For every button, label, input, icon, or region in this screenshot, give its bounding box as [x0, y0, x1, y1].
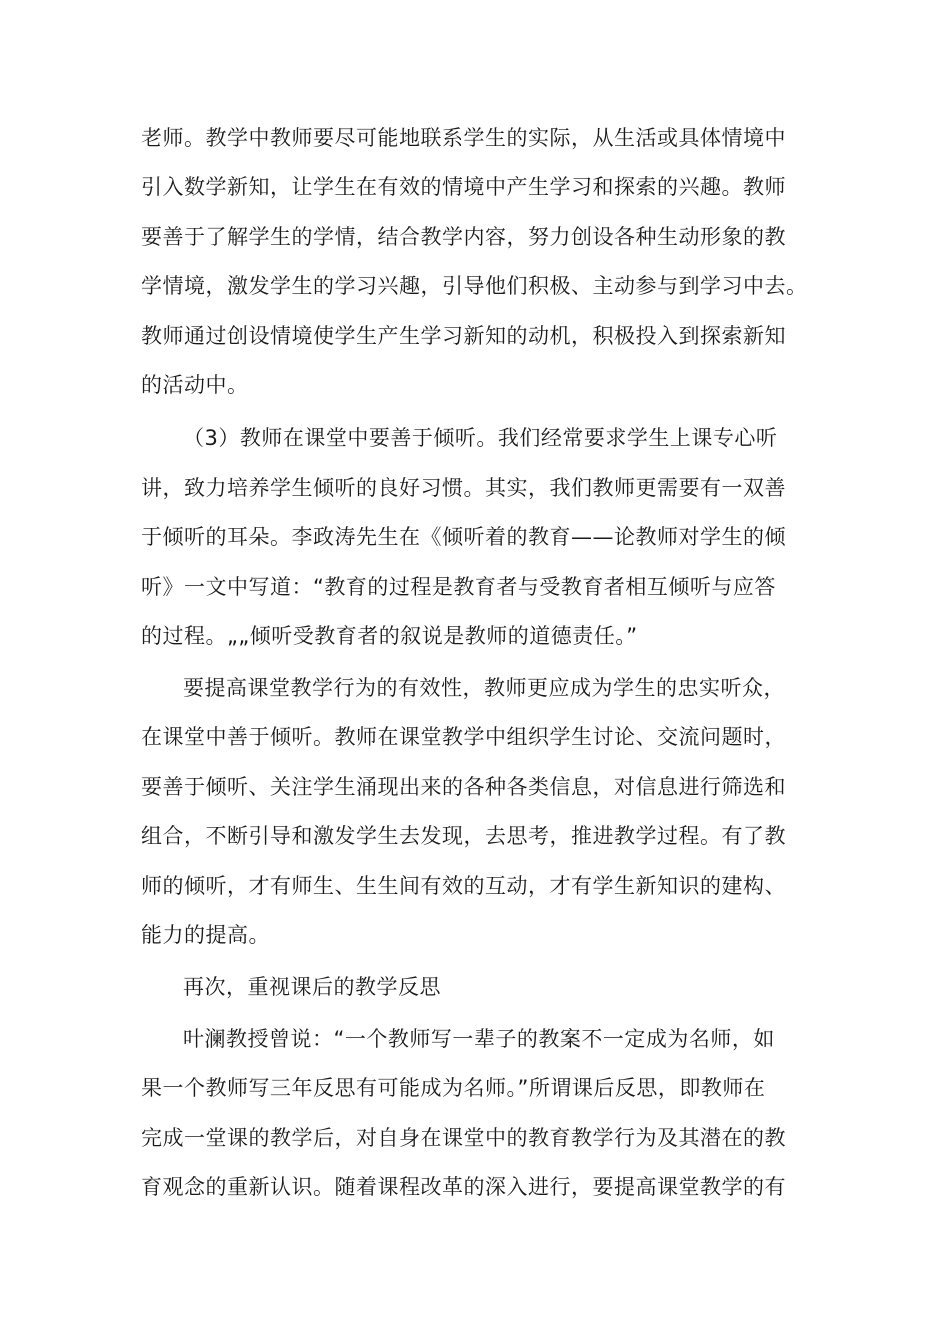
text-line: 的过程。„„倾听受教育者的叙说是教师的道德责任。” — [141, 624, 638, 648]
text-line: 组合，不断引导和激发学生去发现，去思考，推进教学过程。有了教 — [141, 824, 786, 848]
text-line: 要提高课堂教学行为的有效性，教师更应成为学生的忠实听众， — [183, 676, 785, 700]
text-line: （3）教师在课堂中要善于倾听。我们经常要求学生上课专心听 — [183, 426, 778, 450]
text-line: 讲，致力培养学生倾听的良好习惯。其实，我们教师更需要有一双善 — [141, 476, 786, 500]
text-line: 老师。教学中教师要尽可能地联系学生的实际，从生活或具体情境中 — [141, 126, 786, 150]
text-line: 教师通过创设情境使学生产生学习新知的动机，积极投入到探索新知 — [141, 324, 786, 348]
text-line: 果一个教师写三年反思有可能成为名师。”所谓课后反思，即教师在 — [141, 1076, 766, 1100]
text-line: 要善于了解学生的学情，结合教学内容，努力创设各种生动形象的教 — [141, 225, 786, 249]
text-line: 育观念的重新认识。随着课程改革的深入进行，要提高课堂教学的有 — [141, 1175, 786, 1199]
text-line: 的活动中。 — [141, 373, 249, 397]
text-line: 引入数学新知，让学生在有效的情境中产生学习和探索的兴趣。教师 — [141, 175, 786, 199]
text-line: 听》一文中写道：“教育的过程是教育者与受教育者相互倾听与应答 — [141, 575, 776, 599]
text-line: 要善于倾听、关注学生涌现出来的各种各类信息，对信息进行筛选和 — [141, 775, 786, 799]
text-line: 叶澜教授曾说：“一个教师写一辈子的教案不一定成为名师，如 — [183, 1027, 775, 1051]
text-line: 于倾听的耳朵。李政涛先生在《倾听着的教育——论教师对学生的倾 — [141, 525, 786, 549]
text-line: 完成一堂课的教学后，对自身在课堂中的教育教学行为及其潜在的教 — [141, 1126, 786, 1150]
section-heading: 再次，重视课后的教学反思 — [183, 975, 441, 999]
text-line: 师的倾听，才有师生、生生间有效的互动，才有学生新知识的建构、 — [141, 874, 786, 898]
text-line: 能力的提高。 — [141, 923, 270, 947]
text-line: 学情境，激发学生的学习兴趣，引导他们积极、主动参与到学习中去。 — [141, 274, 808, 298]
text-line: 在课堂中善于倾听。教师在课堂教学中组织学生讨论、交流问题时， — [141, 725, 786, 749]
